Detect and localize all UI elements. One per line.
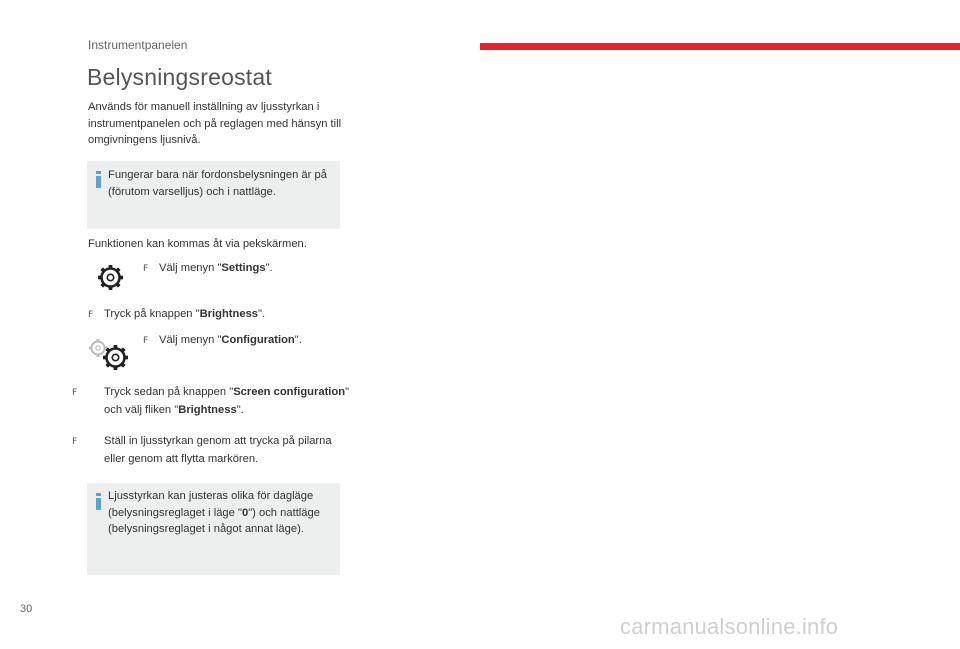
step-text-end: ". <box>265 262 273 274</box>
step-bold-text: Screen configuration <box>233 386 346 398</box>
step-bullet: F <box>143 264 149 274</box>
section-label: Instrumentpanelen <box>88 38 188 52</box>
info-note-text: Ljusstyrkan kan justeras olika för dagläge (belysningsreglaget i läge "0") och nattläge (belysningsreglaget i något annat läge). <box>108 490 320 535</box>
step-adjust-brightness <box>72 433 354 467</box>
step-bullet: F <box>72 437 78 447</box>
step-bold-text-2: Brightness <box>178 403 237 416</box>
info-note <box>87 483 340 575</box>
step-text: Välj menyn " <box>159 262 222 274</box>
step-text: Tryck på knappen " <box>104 308 200 320</box>
step-text-end: ". <box>236 403 244 416</box>
step-bold-text: Settings <box>221 262 266 274</box>
watermark: carmanualsonline.info <box>620 614 839 639</box>
step-text: Välj menyn " <box>159 334 222 346</box>
info-icon <box>96 171 101 188</box>
step-text: Tryck sedan på knappen " <box>104 386 234 398</box>
step-text-end: ". <box>258 308 266 320</box>
info-note-text: Fungerar bara när fordonsbelysningen är på (förutom varselljus) och i nattläge. <box>108 169 327 198</box>
step-bold-text: Brightness <box>199 308 259 320</box>
step-bullet: F <box>88 310 94 320</box>
step-brightness <box>88 306 338 324</box>
step-bullet: F <box>143 336 149 346</box>
header-accent-bar <box>480 43 960 50</box>
step-bold-text: Configuration <box>221 334 295 346</box>
step-settings <box>143 260 333 278</box>
page-title: Belysningsreostat <box>87 64 272 90</box>
page-number: 30 <box>20 603 33 615</box>
step-screen-configuration <box>72 384 362 418</box>
access-paragraph: Funktionen kan kommas åt via pekskärmen. <box>88 238 307 250</box>
info-icon <box>96 493 101 510</box>
step-bullet: F <box>72 388 78 398</box>
info-note <box>87 161 340 229</box>
double-gear-icon <box>88 338 130 372</box>
step-text-mid: " och välj fliken " <box>104 386 350 416</box>
step-configuration <box>143 332 343 350</box>
step-text: Ställ in ljusstyrkan genom att trycka på pilarna eller genom att flytta markören. <box>104 435 332 465</box>
step-text-end: ". <box>294 334 302 346</box>
intro-paragraph: Används för manuell inställning av ljusstyrkan i instrumentpanelen och på reglagen med hänsyn till omgivningens ljusnivå. <box>88 101 342 146</box>
gear-icon <box>97 264 124 291</box>
